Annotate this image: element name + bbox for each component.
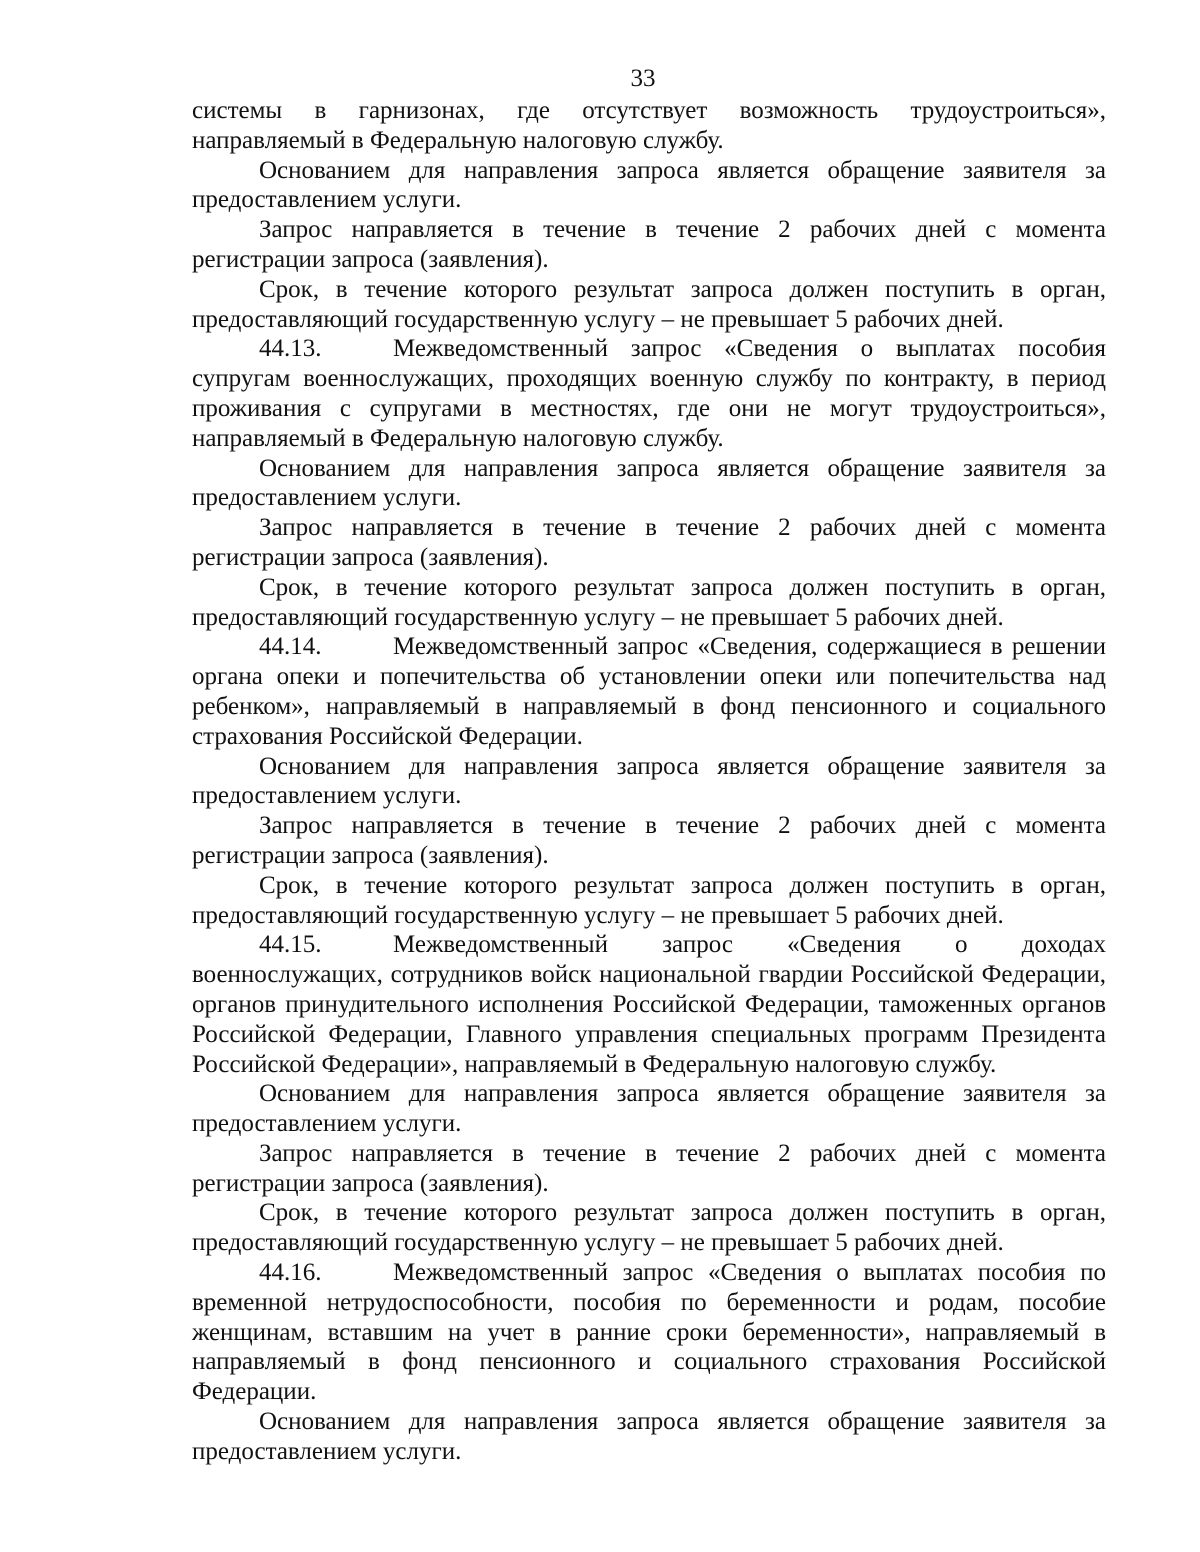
page-number: 33 <box>630 65 656 92</box>
paragraph: Запрос направляется в течение в течение 2 рабочих дней с момента регистрации запроса (заявления). <box>192 216 1106 273</box>
clause-number: 44.15. <box>259 931 322 959</box>
paragraph: Срок, в течение которого результат запроса должен поступить в орган, предоставляющий государственную услугу – не превышает 5 рабочих дней. <box>192 275 1106 333</box>
paragraph: Запрос направляется в течение в течение 2 рабочих дней с момента регистрации запроса (заявления). <box>192 1139 1106 1197</box>
paragraph: Основанием для направления запроса является обращение заявителя за предоставлением услуги. <box>192 156 1106 214</box>
numbered-paragraph: 44.14. Межведомственный запрос «Сведения, содержащиеся в решении органа опеки и попечительства об установлении опеки или попечительства над ребенком», направляемый в направляемый в фонд пенсионного и социального страхования Российской Федерации. <box>192 633 1106 750</box>
clause-number: 44.14. <box>259 633 322 661</box>
paragraph: Основанием для направления запроса является обращение заявителя за предоставлением услуги. <box>192 752 1106 810</box>
paragraph: Основанием для направления запроса является обращение заявителя за предоставлением услуги. <box>192 1408 1106 1465</box>
numbered-paragraph: 44.13. Межведомственный запрос «Сведения о выплатах пособия супругам военнослужащих, проходящих военную службу по контракту, в период проживания с супругами в местностях, где они не могут трудоустроиться», направляемый в Федеральную налоговую службу. <box>192 335 1106 452</box>
paragraph: Основанием для направления запроса является обращение заявителя за предоставлением услуги. <box>192 1080 1106 1138</box>
paragraph: Запрос направляется в течение в течение 2 рабочих дней с момента регистрации запроса (заявления). <box>192 514 1106 571</box>
paragraph: Срок, в течение которого результат запроса должен поступить в орган, предоставляющий государственную услугу – не превышает 5 рабочих дней. <box>192 1199 1106 1257</box>
clause-number: 44.16. <box>259 1259 322 1287</box>
paragraph: Срок, в течение которого результат запроса должен поступить в орган, предоставляющий государственную услугу – не превышает 5 рабочих дней. <box>192 573 1106 631</box>
paragraph: системы в гарнизонах, где отсутствует возможность трудоустроиться», направляемый в Федеральную налоговую службу. <box>192 97 1106 154</box>
numbered-paragraph: 44.15. Межведомственный запрос «Сведения о доходах военнослужащих, сотрудников войск национальной гвардии Российской Федерации, органов принудительного исполнения Российской Федерации, таможенных органов Российской Федерации, Главного управления специальных программ Президента Российской Федерации», направляемый в Федеральную налоговую службу. <box>192 931 1106 1078</box>
paragraph: Запрос направляется в течение в течение 2 рабочих дней с момента регистрации запроса (заявления). <box>192 812 1106 869</box>
paragraph: Основанием для направления запроса является обращение заявителя за предоставлением услуги. <box>192 454 1106 512</box>
document-body <box>192 96 1106 1467</box>
paragraph: Срок, в течение которого результат запроса должен поступить в орган, предоставляющий государственную услугу – не превышает 5 рабочих дней. <box>192 871 1106 929</box>
clause-number: 44.13. <box>259 335 322 363</box>
numbered-paragraph: 44.16. Межведомственный запрос «Сведения о выплатах пособия по временной нетрудоспособности, пособия по беременности и родам, пособие женщинам, вставшим на учет в ранние сроки беременности», направляемый в направляемый в фонд пенсионного и социального страхования Российской Федерации. <box>192 1259 1106 1406</box>
